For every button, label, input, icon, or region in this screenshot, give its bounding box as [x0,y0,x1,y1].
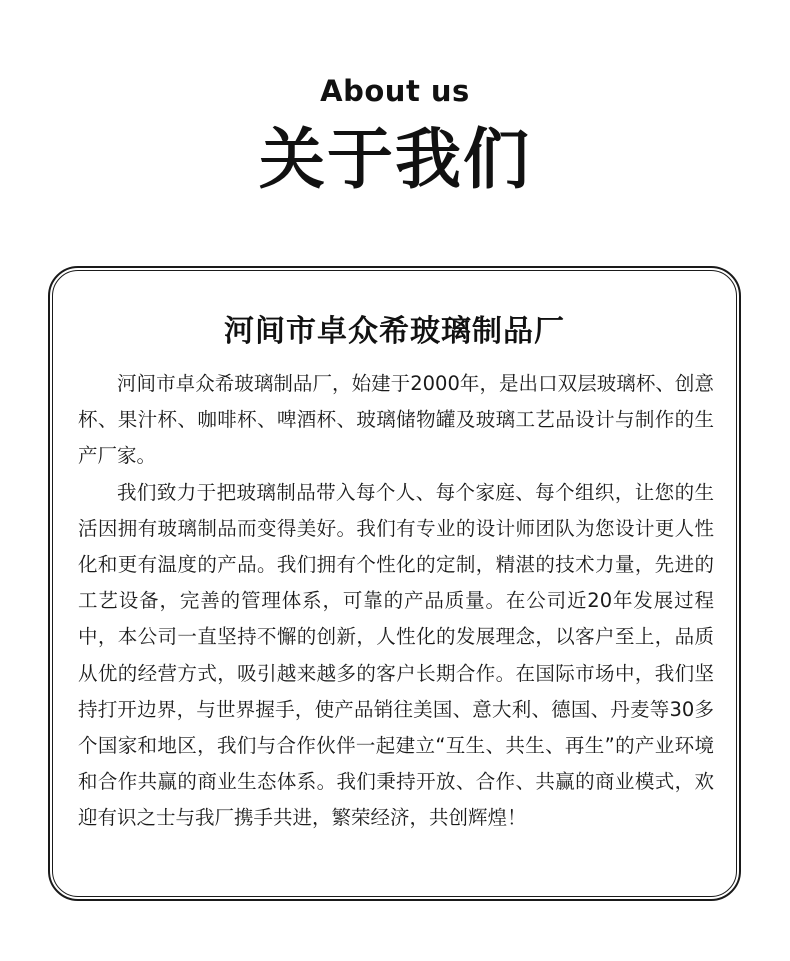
english-title: About us [320,74,470,108]
paragraph-mission: 我们致力于把玻璃制品带入每个人、每个家庭、每个组织，让您的生活因拥有玻璃制品而变得美好。我们有专业的设计师团队为您设计更人性化和更有温度的产品。我们拥有个性化的定制，精湛的技术力量，先进的工艺设备，完善的管理体系，可靠的产品质量。在公司近20年发展过程中，本公司一直坚持不懈的创新，人性化的发展理念，以客户至上，品质从优的经营方式，吸引越来越多的客户长期合作。在国际市场中，我们坚持打开边界，与世界握手，使产品销往美国、意大利、德国、丹麦等30多个国家和地区，我们与合作伙伴一起建立“互生、共生、再生”的产业环境和合作共赢的商业生态体系。我们秉持开放、合作、共赢的商业模式，欢迎有识之士与我厂携手共进，繁荣经济，共创辉煌！ [78,480,714,830]
company-description [78,366,714,837]
paragraph-intro: 河间市卓众希玻璃制品厂，始建于2000年，是出口双层玻璃杯、创意杯、果汁杯、咖啡杯、啤酒杯、玻璃储物罐及玻璃工艺品设计与制作的生产厂家。 [78,372,714,468]
chinese-title: 关于我们 [259,121,531,198]
company-name-heading: 河间市卓众希玻璃制品厂 [224,314,565,349]
